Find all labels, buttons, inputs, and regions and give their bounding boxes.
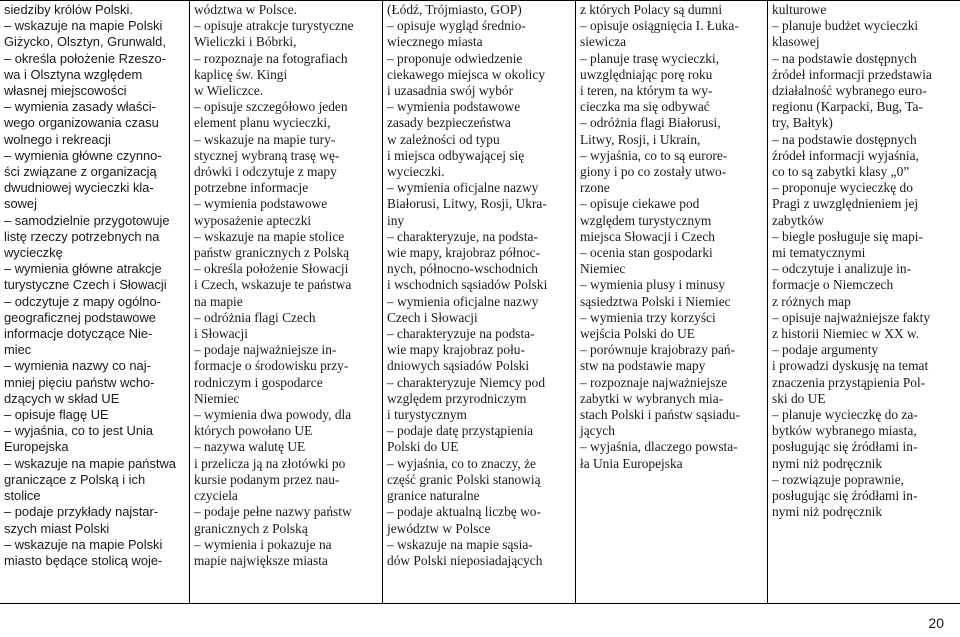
table-cell-line: siewicza — [580, 34, 627, 50]
table-cell-line: – wyjaśnia, co to są eurore- — [580, 147, 728, 163]
table-cell-line: mapie największe miasta — [194, 552, 328, 568]
table-cell-line: – wymienia i pokazuje na — [194, 536, 332, 552]
table-cell-line: formacje o Niemczech — [772, 277, 894, 293]
table-cell-line: Pragi z uwzględnieniem jej — [772, 196, 919, 212]
table-cell-line: – wymienia dwa powody, dla — [194, 407, 352, 423]
table-cell-line: iny — [387, 212, 405, 228]
table-cell-line: Białorusi, Litwy, Rosji, Ukra- — [387, 196, 547, 212]
table-cell-line: sowej — [4, 196, 37, 212]
table-cell-line: – podaje przykłady najstar- — [4, 504, 159, 520]
table-cell-line: względem przyrodniczym — [387, 390, 527, 406]
table-cell-line: z historii Niemiec w XX w. — [772, 326, 920, 342]
table-cell-line: i teren, na którym ta wy- — [580, 83, 713, 99]
table-cell-line: dów Polski nieposiadających — [387, 552, 543, 568]
table-cell-line: państw granicznych z Polską — [194, 245, 350, 261]
table-cell-line: dwudniowej wycieczki kla- — [4, 180, 154, 196]
table-cell-line: kaplicę św. Kingi — [194, 66, 288, 82]
table-cell-line: Polski do UE — [387, 439, 459, 455]
table-cell-line: wolnego i rekreacji — [4, 131, 111, 147]
table-cell-line: try, Bałtyk) — [772, 115, 833, 131]
table-cell-line: i miejsca odbywającej się — [387, 147, 525, 163]
table-cell-line: – ocenia stan gospodarki — [580, 245, 713, 261]
table-cell-line: w zależności od typu — [387, 131, 500, 147]
table-cell-line: stw na podstawie mapy — [580, 358, 706, 374]
table-cell-line: – charakteryzuje na podsta- — [387, 326, 535, 342]
table-cell-line: z których Polacy są dumni — [580, 2, 723, 17]
table-cell-line: stolice — [4, 488, 41, 504]
table-cell-line: – charakteryzuje, na podsta- — [387, 228, 538, 244]
table-cell-line: regionu (Karpacki, Bug, Ta- — [772, 99, 923, 115]
table-cell-line: czyciela — [194, 488, 238, 504]
table-cell-line: wa i Olsztyna względem — [4, 66, 143, 82]
table-cell-line: – wskazuje na mapie Polski — [4, 18, 163, 34]
table-cell-line: – proponuje odwiedzenie — [387, 50, 523, 66]
table-cell-line: mniej pięciu państw wcho- — [4, 374, 155, 390]
table-cell-line: ski do UE — [772, 390, 826, 406]
table-cell-line: – wymienia nazwy co naj- — [4, 358, 151, 374]
table-cell-line: – wyjaśnia, co to jest Unia — [4, 423, 154, 439]
table-cell-line: – określa położenie Rzeszo- — [4, 50, 166, 66]
table-cell-line: – rozpoznaje na fotografiach — [194, 50, 348, 66]
table-cell-line: – proponuje wycieczkę do — [772, 180, 913, 196]
table-cell-line: granicznych z Polską — [194, 520, 308, 536]
table-cell-line: – wskazuje na mapie Polski — [4, 536, 163, 552]
table-cell-line: nymi niż podręcznik — [772, 504, 883, 520]
table-cell-line: zabytków — [772, 212, 825, 228]
table-cell-line: – porównuje krajobrazy pań- — [580, 342, 736, 358]
table-cell-line: – wyjaśnia, dlaczego powsta- — [580, 439, 738, 455]
table-cell-line: drówki i odczytuje z mapy — [194, 164, 337, 180]
table-cell-line: jących — [580, 423, 615, 439]
table-cell-line: cieczka ma się odbywać — [580, 99, 710, 115]
table-cell-line: potrzebne informacje — [194, 180, 309, 196]
table-cell-line: geograficznej podstawowe — [4, 309, 156, 325]
table-cell-line: – podaje argumenty — [772, 342, 879, 358]
table-cell-line: – opisuje atrakcje turystyczne — [194, 18, 354, 34]
table-cell-line: i turystycznym — [387, 407, 467, 423]
table-cell-line: – opisuje wygląd średnio- — [387, 18, 526, 34]
table-cell-line: – opisuje osiągnięcia I. Łuka- — [580, 18, 739, 34]
table-column-5 — [767, 1, 960, 603]
table-cell-line: posługując się źródłami in- — [772, 439, 918, 455]
table-cell-line: informacje dotyczące Nie- — [4, 326, 153, 342]
table-cell-line: zabytki w wybranych mia- — [580, 390, 724, 406]
table-cell-line: – wymienia główne atrakcje — [4, 261, 162, 277]
table-cell-line: zasady bezpieczeństwa — [387, 115, 511, 131]
table-cell-line: w Wieliczce. — [194, 83, 264, 99]
table-cell-line: dniowych sąsiadów Polski — [387, 358, 530, 374]
table-cell-line: (Łódź, Trójmiasto, GOP) — [387, 2, 522, 17]
table-cell-line: – planuje trasę wycieczki, — [580, 50, 720, 66]
table-cell-line: źródeł informacji wyjaśnia, — [772, 147, 919, 163]
table-cell-line: wycieczki. — [387, 164, 445, 180]
table-cell-line: – samodzielnie przygotowuje — [4, 212, 170, 228]
table-cell-line: formacje o środowisku przy- — [194, 358, 349, 374]
table-cell-line: i uzasadnia swój wybór — [387, 83, 514, 99]
table-cell-line: – wskazuje na mapie tury- — [194, 131, 336, 147]
table-cell-line: wiecznego miasta — [387, 34, 483, 50]
table-column-1 — [0, 1, 189, 603]
table-cell-line: – wymienia podstawowe — [387, 99, 521, 115]
table-cell-line: których powołano UE — [194, 423, 313, 439]
table-cell-line: rodniczym i gospodarce — [194, 374, 323, 390]
table-cell-line: – określa położenie Słowacji — [194, 261, 349, 277]
table-cell-line: rzone — [580, 180, 610, 196]
table-cell-line: siedziby królów Polski. — [4, 2, 133, 17]
table-cell-line: granice naturalne — [387, 488, 480, 504]
table-cell-line: szych miast Polski — [4, 520, 110, 536]
table-cell-line: sąsiedztwa Polski i Niemiec — [580, 293, 731, 309]
table-column-4 — [575, 1, 767, 603]
table-cell-line: bytków wybranego miasta, — [772, 423, 917, 439]
table-cell-line: kulturowe — [772, 2, 827, 17]
table-cell-line: nych, północno-wschodnich — [387, 261, 538, 277]
table-cell-line: wództwa w Polsce. — [194, 2, 298, 17]
table-cell-line: Niemiec — [194, 390, 240, 406]
table-cell-line: – na podstawie dostępnych — [772, 50, 917, 66]
table-cell-line: – wymienia oficjalne nazwy — [387, 180, 539, 196]
table-cell-line: i Czech, wskazuje te państwa — [194, 277, 352, 293]
table-cell-line: znaczenia przystąpienia Pol- — [772, 374, 926, 390]
table-cell-line: – odróżnia flagi Czech — [194, 309, 316, 325]
table-cell-line: wyposażenie apteczki — [194, 212, 312, 228]
table-cell-line: – opisuje najważniejsze fakty — [772, 309, 931, 325]
table-cell-line: część granic Polski stanowią — [387, 471, 541, 487]
table-cell-line: ści związane z organizacją — [4, 164, 157, 180]
table-cell-line: – odczytuje z mapy ogólno- — [4, 293, 161, 309]
table-cell-line: Europejska — [4, 439, 69, 455]
table-cell-line: i wschodnich sąsiadów Polski — [387, 277, 548, 293]
table-cell-line: i prowadzi dyskusję na temat — [772, 358, 929, 374]
table-cell-line: wycieczkę — [4, 245, 63, 261]
table-cell-line: względem turystycznym — [580, 212, 712, 228]
table-cell-line: element planu wycieczki, — [194, 115, 331, 131]
table-cell-line: – wskazuje na mapie stolice — [194, 228, 345, 244]
table-cell-line: miasto będące stolicą woje- — [4, 552, 163, 568]
table-cell-line: – charakteryzuje Niemcy pod — [387, 374, 546, 390]
table-cell-line: Giżycko, Olsztyn, Grunwald, — [4, 34, 166, 50]
table-cell-line: co to są zabytki klasy „0” — [772, 164, 910, 180]
table-cell-line: ciekawego miejsca w okolicy — [387, 66, 546, 82]
table-cell-line: – opisuje szczegółowo jeden — [194, 99, 348, 115]
table-column-3 — [382, 1, 575, 603]
table-cell-line: własnej miejscowości — [4, 83, 127, 99]
table-cell-line: – wymienia główne czynno- — [4, 147, 162, 163]
table-cell-line: uwzględniając porę roku — [580, 66, 713, 82]
table-cell-line: ła Unia Europejska — [580, 455, 683, 471]
table-cell-line: – podaje pełne nazwy państw — [194, 504, 352, 520]
table-cell-line: wie mapy krajobraz połu- — [387, 342, 525, 358]
table-cell-line: giony i po co zostały utwo- — [580, 164, 727, 180]
table-cell-line: na mapie — [194, 293, 243, 309]
table-cell-line: Litwy, Rosji, i Ukrain, — [580, 131, 701, 147]
table-cell-line: Wieliczki i Bóbrki, — [194, 34, 297, 50]
table-cell-line: – wymienia zasady właści- — [4, 99, 156, 115]
table-cell-line: posługując się źródłami in- — [772, 488, 918, 504]
table-cell-line: – wskazuje na mapie sąsia- — [387, 536, 533, 552]
table-cell-line: i przelicza ją na złotówki po — [194, 455, 346, 471]
table-cell-line: – odczytuje i analizuje in- — [772, 261, 912, 277]
table-cell-line: – odróżnia flagi Białorusi, — [580, 115, 721, 131]
table-cell-line: – wyjaśnia, co to znaczy, że — [387, 455, 536, 471]
table-cell-line: – wymienia trzy korzyści — [580, 309, 716, 325]
table-cell-line: kursie podanym przez nau- — [194, 471, 340, 487]
table-cell-line: i Słowacji — [194, 326, 248, 342]
table-cell-line: stycznej wybraną trasę wę- — [194, 147, 340, 163]
table-cell-line: dzących w skład UE — [4, 390, 120, 406]
table-cell-line: źródeł informacji przedstawia — [772, 66, 932, 82]
table-cell-line: miejsca Słowacji i Czech — [580, 228, 715, 244]
table-cell-line: – wymienia plusy i minusy — [580, 277, 726, 293]
table-cell-line: – wskazuje na mapie państwa — [4, 455, 176, 471]
table-cell-line: – biegle posługuje się mapi- — [772, 228, 923, 244]
table-cell-line: – rozpoznaje najważniejsze — [580, 374, 728, 390]
table-cell-line: – planuje budżet wycieczki — [772, 18, 919, 34]
table-cell-line: – opisuje ciekawe pod — [580, 196, 700, 212]
table-cell-line: – wymienia oficjalne nazwy — [387, 293, 539, 309]
table-cell-line: – na podstawie dostępnych — [772, 131, 917, 147]
table-cell-line: turystyczne Czech i Słowacji — [4, 277, 167, 293]
table-cell-line: graniczące z Polską i ich — [4, 471, 146, 487]
table-cell-line: – podaje datę przystąpienia — [387, 423, 534, 439]
table-cell-line: wejścia Polski do UE — [580, 326, 695, 342]
table-cell-line: wego organizowania czasu — [4, 115, 159, 131]
table-cell-line: Niemiec — [580, 261, 626, 277]
table-cell-line: – podaje najważniejsze in- — [194, 342, 337, 358]
table-cell-line: stach Polski i państw sąsiadu- — [580, 407, 740, 423]
table-cell-line: miec — [4, 342, 32, 358]
table-cell-line: nymi niż podręcznik — [772, 455, 883, 471]
table-cell-line: – nazywa walutę UE — [194, 439, 306, 455]
table-cell-line: klasowej — [772, 34, 820, 50]
table-cell-line: wie mapy, krajobraz północ- — [387, 245, 541, 261]
table-cell-line: – wymienia podstawowe — [194, 196, 328, 212]
table-cell-line: z różnych map — [772, 293, 851, 309]
table-cell-line: jewództw w Polsce — [387, 520, 491, 536]
table-column-2 — [189, 1, 382, 603]
table-cell-line: – planuje wycieczkę do za- — [772, 407, 918, 423]
table-cell-line: – opisuje flagę UE — [4, 407, 109, 423]
table-cell-line: – podaje aktualną liczbę wo- — [387, 504, 541, 520]
table-cell-line: działalność wybranego euro- — [772, 83, 927, 99]
table-cell-line: listę rzeczy potrzebnych na — [4, 228, 160, 244]
table-cell-line: – rozwiązuje poprawnie, — [772, 471, 904, 487]
table-cell-line: mi tematycznymi — [772, 245, 866, 261]
page-number: 20 — [928, 615, 944, 631]
table-cell-line: Czech i Słowacji — [387, 309, 478, 325]
